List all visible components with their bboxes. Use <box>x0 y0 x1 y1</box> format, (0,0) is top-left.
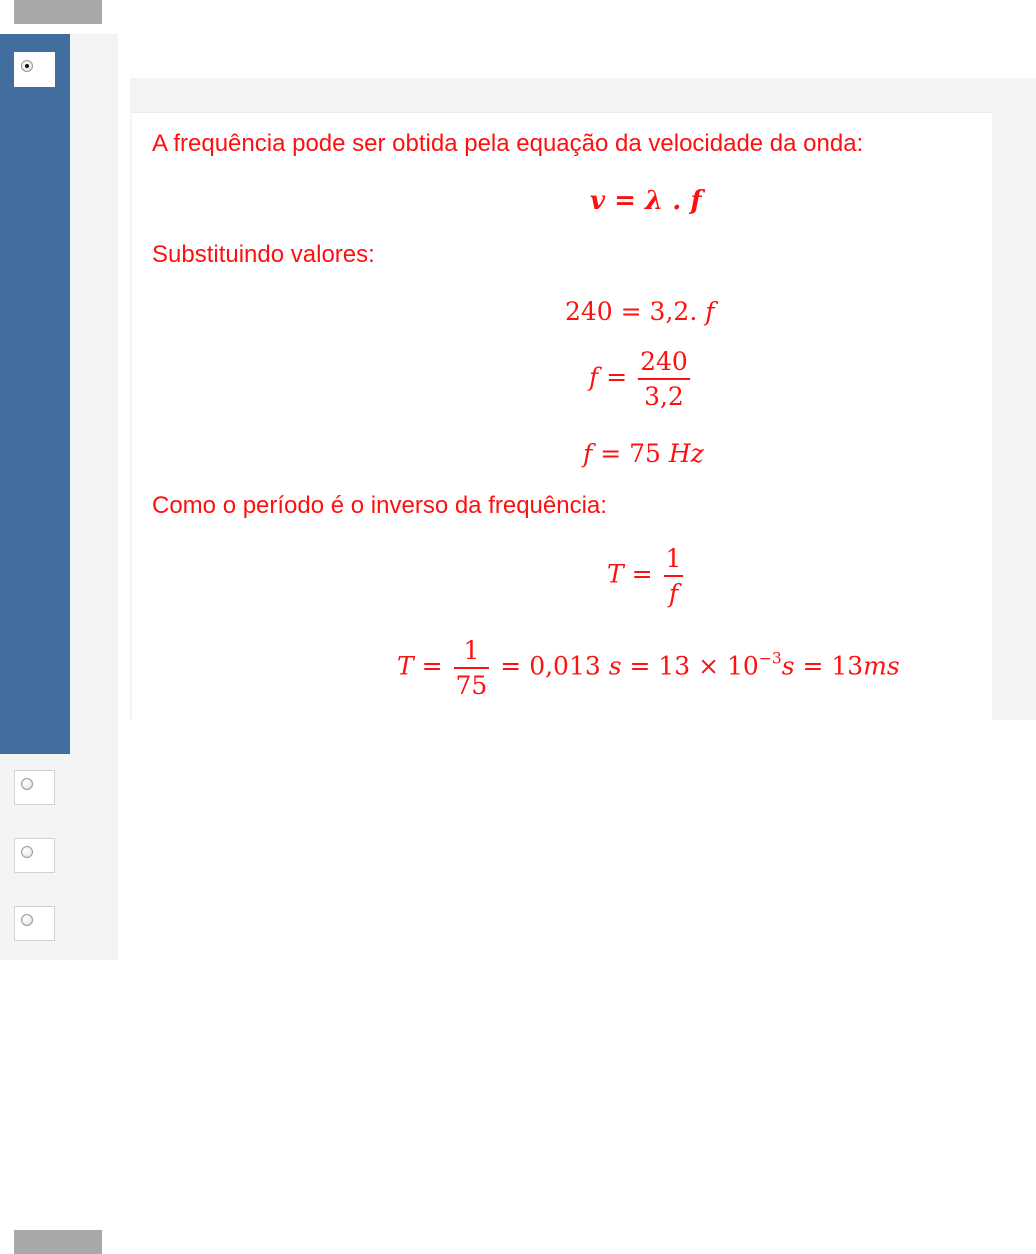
equation-period-fraction <box>607 546 686 606</box>
equation-substitution: 240 = 3,2. 𝑓 <box>565 297 715 326</box>
period-result-rhs: = 0,013 𝑠 = 13 × 10 <box>500 651 759 681</box>
feedback-card <box>132 112 992 721</box>
radio-checked-icon[interactable] <box>21 60 33 72</box>
period-lhs: 𝑇 = <box>607 559 653 589</box>
option-c-radio-box[interactable] <box>14 838 55 873</box>
period-inverse-text: Como o período é o inverso da frequência: <box>152 492 607 519</box>
fraction <box>638 349 690 409</box>
period-numerator: 1 <box>664 546 684 577</box>
fraction-lhs: 𝑓 = <box>589 362 628 392</box>
velocity-formula: 𝒗 = 𝝀 . 𝒇 <box>590 186 702 216</box>
period-result-fraction <box>454 638 490 698</box>
substitute-values-text: Substituindo valores: <box>152 241 375 268</box>
selected-option-highlight <box>0 34 70 754</box>
option-a-radio-box[interactable] <box>14 52 55 87</box>
period-result-denominator: 75 <box>455 671 488 700</box>
fraction-denominator: 3,2 <box>644 382 684 411</box>
equation-period-result <box>397 638 900 698</box>
period-result-lhs: 𝑇 = <box>397 651 443 681</box>
top-gray-strip <box>14 0 102 24</box>
period-result-exponent: −3 <box>758 649 782 668</box>
radio-unchecked-icon[interactable] <box>21 778 33 790</box>
radio-unchecked-icon[interactable] <box>21 846 33 858</box>
period-fraction <box>664 546 684 606</box>
fraction-numerator: 240 <box>638 349 690 380</box>
period-denominator: 𝑓 <box>668 579 679 608</box>
feedback-intro-text: A frequência pode ser obtida pela equação da velocidade da onda: <box>152 130 864 157</box>
equation-frequency-fraction <box>589 349 693 409</box>
period-result-unit: 𝑠 = 13𝑚𝑠 <box>781 651 900 681</box>
option-d-radio-box[interactable] <box>14 906 55 941</box>
period-result-numerator: 1 <box>454 638 490 669</box>
bottom-gray-strip <box>14 1230 102 1254</box>
equation-frequency-result: 𝑓 = 75 𝐻𝑧 <box>583 439 704 468</box>
option-b-radio-box[interactable] <box>14 770 55 805</box>
radio-unchecked-icon[interactable] <box>21 914 33 926</box>
